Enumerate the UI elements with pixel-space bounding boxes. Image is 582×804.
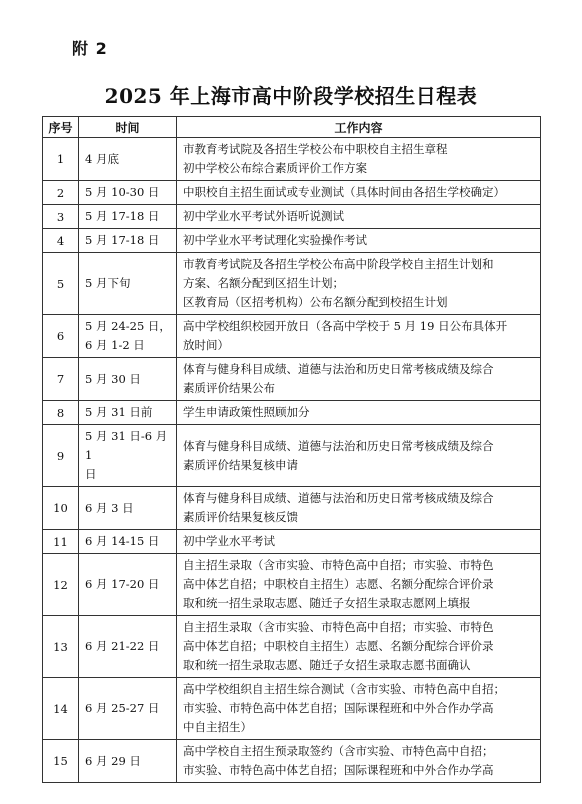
row-number: 9 <box>43 425 79 487</box>
table-row <box>43 315 541 358</box>
table-row <box>43 229 541 253</box>
row-number: 15 <box>43 740 79 783</box>
row-content <box>177 253 541 315</box>
row-time: 5 月 31 日-6 月 1 日 <box>79 425 177 487</box>
table-row <box>43 205 541 229</box>
content-line: 市教育考试院及各招生学校公布中职校自主招生章程 <box>183 142 448 156</box>
row-time: 5 月 17-18 日 <box>79 229 177 253</box>
content-line: 市教育考试院及各招生学校公布高中阶段学校自主招生计划和 <box>183 257 494 271</box>
row-number: 4 <box>43 229 79 253</box>
row-content <box>177 138 541 181</box>
row-number: 1 <box>43 138 79 181</box>
content-line: 高中学校组织校园开放日（各高中学校于 5 月 19 日公布具体开 <box>183 319 508 333</box>
row-time: 6 月 25-27 日 <box>79 678 177 740</box>
content-line: 初中学业水平考试理化实验操作考试 <box>183 233 367 247</box>
table-row <box>43 358 541 401</box>
row-content <box>177 530 541 554</box>
row-time: 5 月下旬 <box>79 253 177 315</box>
content-line: 高中学校自主招生预录取签约（含市实验、市特色高中自招； <box>183 744 494 758</box>
annex-label: 附 2 <box>72 39 108 58</box>
row-time: 6 月 29 日 <box>79 740 177 783</box>
content-line: 取和统一招生录取志愿、随迁子女招生录取志愿网上填报 <box>183 596 471 610</box>
row-content <box>177 554 541 616</box>
row-time: 6 月 14-15 日 <box>79 530 177 554</box>
row-content <box>177 315 541 358</box>
table-row <box>43 138 541 181</box>
table-row <box>43 425 541 487</box>
row-number: 12 <box>43 554 79 616</box>
content-line: 高中体艺自招；中职校自主招生）志愿、名额分配综合评价录 <box>183 639 494 653</box>
row-content <box>177 181 541 205</box>
row-content <box>177 740 541 783</box>
row-time: 5 月 17-18 日 <box>79 205 177 229</box>
content-line: 高中体艺自招；中职校自主招生）志愿、名额分配综合评价录 <box>183 577 494 591</box>
header-time: 时间 <box>79 117 177 138</box>
row-number: 13 <box>43 616 79 678</box>
row-content <box>177 358 541 401</box>
document-title: 2025 年上海市高中阶段学校招生日程表 <box>104 84 478 108</box>
row-number: 8 <box>43 401 79 425</box>
content-line: 初中学校公布综合素质评价工作方案 <box>183 161 367 175</box>
content-line: 高中学校组织自主招生综合测试（含市实验、市特色高中自招； <box>183 682 505 696</box>
row-number: 7 <box>43 358 79 401</box>
content-line: 取和统一招生录取志愿、随迁子女招生录取志愿书面确认 <box>183 658 471 672</box>
row-content <box>177 425 541 487</box>
row-number: 3 <box>43 205 79 229</box>
content-line: 体育与健身科目成绩、道德与法治和历史日常考核成绩及综合 <box>183 438 494 453</box>
table-row <box>43 530 541 554</box>
row-content <box>177 205 541 229</box>
content-line: 素质评价结果公布 <box>183 381 275 395</box>
content-line: 中自主招生） <box>183 720 252 734</box>
table-row <box>43 401 541 425</box>
table-body <box>43 138 541 783</box>
content-line: 市实验、市特色高中体艺自招；国际课程班和中外合作办学高 <box>183 763 494 777</box>
row-content <box>177 487 541 530</box>
content-line: 中职校自主招生面试或专业测试（具体时间由各招生学校确定） <box>183 185 505 199</box>
row-time: 5 月 31 日前 <box>79 401 177 425</box>
row-number: 14 <box>43 678 79 740</box>
content-line: 市实验、市特色高中体艺自招；国际课程班和中外合作办学高 <box>183 701 494 715</box>
row-number: 10 <box>43 487 79 530</box>
row-time: 6 月 21-22 日 <box>79 616 177 678</box>
content-line: 学生申请政策性照顾加分 <box>183 405 310 419</box>
table-row <box>43 181 541 205</box>
table-row <box>43 554 541 616</box>
content-line: 体育与健身科目成绩、道德与法治和历史日常考核成绩及综合 <box>183 491 494 505</box>
row-number: 5 <box>43 253 79 315</box>
content-line: 体育与健身科目成绩、道德与法治和历史日常考核成绩及综合 <box>183 362 494 376</box>
content-line: 初中学业水平考试 <box>183 534 275 548</box>
row-content <box>177 616 541 678</box>
row-time: 6 月 17-20 日 <box>79 554 177 616</box>
row-time: 5 月 10-30 日 <box>79 181 177 205</box>
table-header-row <box>43 117 541 138</box>
header-content: 工作内容 <box>177 117 541 138</box>
content-line: 素质评价结果复核反馈 <box>183 510 298 524</box>
row-number: 6 <box>43 315 79 358</box>
content-line: 初中学业水平考试外语听说测试 <box>183 209 344 223</box>
row-time: 6 月 3 日 <box>79 487 177 530</box>
row-time: 5 月 30 日 <box>79 358 177 401</box>
row-content <box>177 678 541 740</box>
row-time: 4 月底 <box>79 138 177 181</box>
table-row <box>43 487 541 530</box>
content-line: 自主招生录取（含市实验、市特色高中自招；市实验、市特色 <box>183 558 494 572</box>
row-number: 2 <box>43 181 79 205</box>
content-line: 区教育局（区招考机构）公布名额分配到校招生计划 <box>183 295 448 309</box>
content-line: 素质评价结果复核申请 <box>183 457 298 472</box>
schedule-table <box>42 116 541 783</box>
table-row <box>43 678 541 740</box>
content-line: 放时间） <box>183 338 229 352</box>
content-line: 自主招生录取（含市实验、市特色高中自招；市实验、市特色 <box>183 620 494 634</box>
header-no: 序号 <box>43 117 79 138</box>
table-row <box>43 253 541 315</box>
row-number: 11 <box>43 530 79 554</box>
table-row <box>43 740 541 783</box>
row-content <box>177 401 541 425</box>
content-line: 方案、名额分配到区招生计划； <box>183 276 344 290</box>
table-row <box>43 616 541 678</box>
row-time: 5 月 24-25 日， 6 月 1-2 日 <box>79 315 177 358</box>
row-content <box>177 229 541 253</box>
